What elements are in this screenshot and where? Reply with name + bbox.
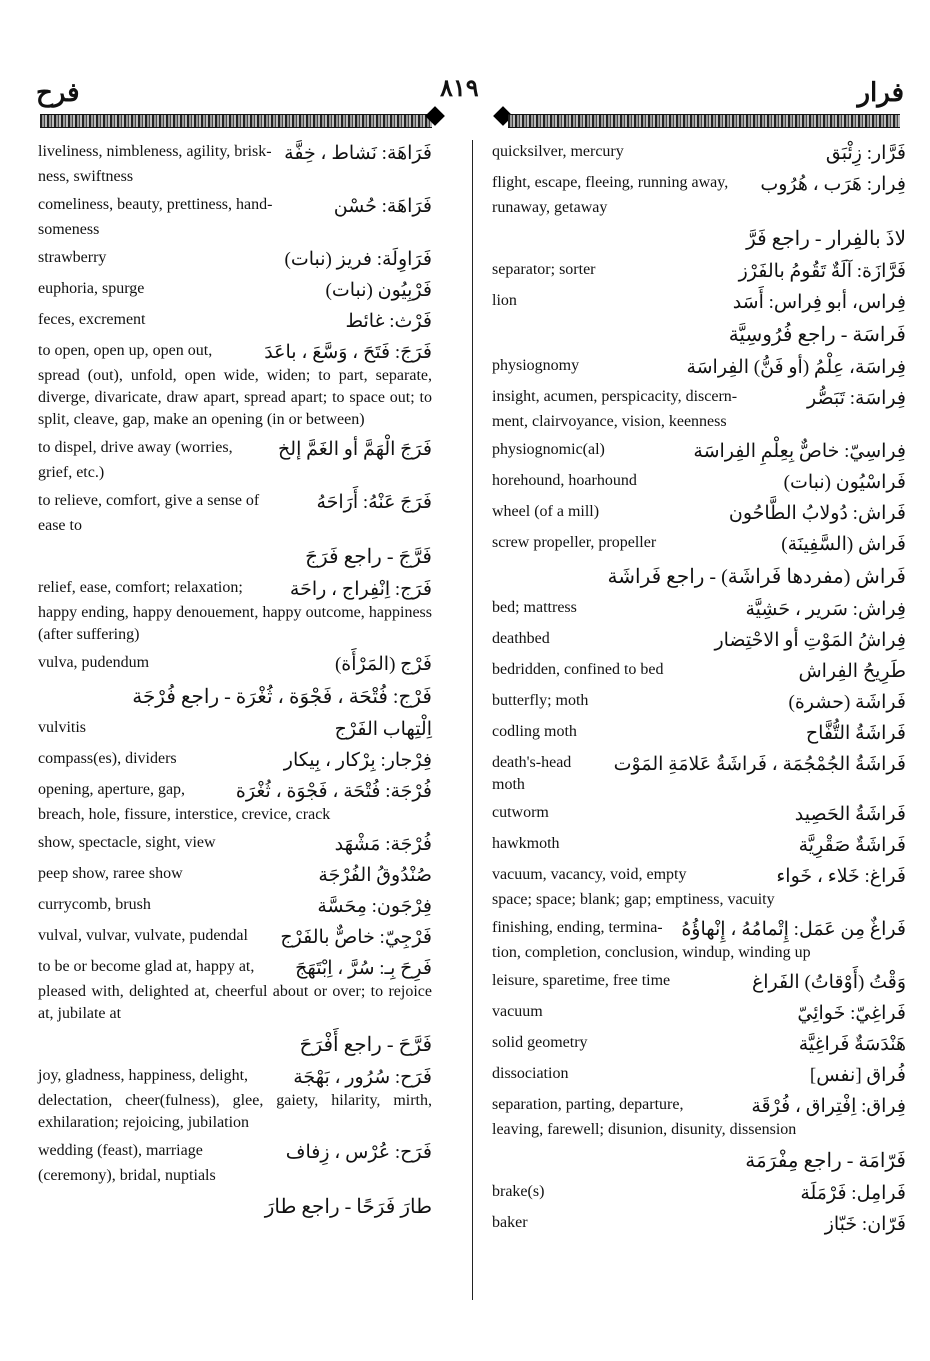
- english-gloss-continued: breach, hole, fissure, interstice, crevice, crack: [38, 806, 331, 823]
- header-rule-right: [508, 114, 900, 128]
- english-gloss: codling moth: [492, 723, 577, 740]
- arabic-headword: فِراشُ المَوْتِ أو الاحْتِضار: [714, 630, 906, 651]
- dictionary-entry: [492, 501, 906, 526]
- cross-reference: لاذَ بالفِرار - راجع فَرَّ: [746, 228, 906, 250]
- entry-first-line: [492, 386, 906, 411]
- dictionary-entry: [492, 970, 906, 995]
- english-gloss: euphoria, spurge: [38, 280, 145, 297]
- english-gloss: relief, ease, comfort; relaxation;: [38, 579, 243, 596]
- english-gloss: screw propeller, propeller: [492, 534, 657, 551]
- entry-first-line: [492, 917, 906, 942]
- dictionary-entry: [492, 532, 906, 557]
- english-gloss: bed; mattress: [492, 599, 577, 616]
- english-gloss: dissociation: [492, 1065, 569, 1082]
- arabic-headword: فَرَح: سُرُور ، بَهْجَة: [293, 1067, 432, 1088]
- dictionary-entry: [492, 141, 906, 166]
- dictionary-entry: [492, 355, 906, 380]
- entry-first-line: [492, 864, 906, 889]
- arabic-headword: فِراش: سَرير ، حَشِيَّة: [745, 599, 906, 620]
- arabic-headword: فِراسَة: تَبَصُّر: [807, 388, 906, 409]
- cross-reference: فَرّامَة - راجع مِفْرَمَة: [745, 1150, 906, 1172]
- entry-first-line: [38, 956, 432, 981]
- dictionary-entry: [492, 1094, 906, 1141]
- entry-first-line: [38, 894, 432, 919]
- english-gloss: physiognomic(al): [492, 441, 605, 458]
- dictionary-entry: [492, 172, 906, 219]
- entry-first-line: [492, 802, 906, 827]
- arabic-headword: فَراش: دُولابُ الطَّاحُون: [728, 503, 906, 524]
- english-gloss: butterfly; moth: [492, 692, 589, 709]
- english-gloss: wheel (of a mill): [492, 503, 600, 520]
- entry-first-line: [38, 1140, 432, 1165]
- entry-first-line: [38, 340, 432, 365]
- english-gloss: separator; sorter: [492, 261, 596, 278]
- page-number: ٨١٩: [440, 76, 479, 102]
- entry-first-line: [492, 597, 906, 622]
- dictionary-entry: [492, 1001, 906, 1026]
- entry-first-line: [38, 1065, 432, 1090]
- arabic-headword: فَراشَةُ الحَصِيد: [794, 804, 906, 825]
- dictionary-entry: [492, 752, 906, 796]
- english-gloss-continued: spread (out), unfold, open wide, widen; to part, separate, diverge, divaricate, draw apart, spread apart; to space out; to split, cleave, gap, make an opening (in or between): [38, 367, 432, 428]
- english-gloss: finishing, ending, termina-: [492, 919, 663, 936]
- cross-reference: فَراسَة - راجع فُرُوسِيَّة: [728, 324, 906, 346]
- english-gloss: joy, gladness, happiness, delight,: [38, 1067, 249, 1084]
- english-gloss: physiognomy: [492, 357, 580, 374]
- running-head-right: فرار: [857, 78, 904, 107]
- english-gloss-continued: leaving, farewell; disunion, disunity, dissension: [492, 1121, 797, 1138]
- entry-first-line: [38, 278, 432, 303]
- left-column: [38, 141, 432, 1227]
- dictionary-entry: [38, 1140, 432, 1187]
- english-gloss: peep show, raree show: [38, 865, 183, 882]
- arabic-headword: فَرِحَ بِـ: سُرَّ ، اِبْتَهَجَ: [295, 958, 432, 979]
- english-gloss: vulva, pudendum: [38, 654, 150, 671]
- english-gloss: to relieve, comfort, give a sense of: [38, 492, 260, 509]
- arabic-headword: وَقْتُ (أَوْقاتُ) الفَراغ: [751, 972, 906, 993]
- arabic-headword: فَراغ: خَلاء ، خَواء: [776, 866, 906, 887]
- dictionary-entry: [38, 490, 432, 537]
- arabic-headword: فِرْجَون: مِحَسَّة: [317, 896, 432, 917]
- dictionary-entry: [38, 717, 432, 742]
- dictionary-entry: [492, 802, 906, 827]
- english-gloss: feces, excrement: [38, 311, 146, 328]
- arabic-headword: فَرَّار: زِئْبَق: [825, 143, 906, 164]
- arabic-headword: فَرَاهَة: نَشاط ، خِفَّة: [284, 143, 432, 164]
- entry-first-line: [492, 970, 906, 995]
- arabic-headword: فَراشَة (حشرة): [788, 692, 906, 713]
- column-divider: [472, 140, 473, 1300]
- entry-first-line: [492, 355, 906, 380]
- dictionary-entry: [38, 652, 432, 677]
- english-gloss: show, spectacle, sight, view: [38, 834, 216, 851]
- arabic-headword: فُرْجَة: مَشْهَد: [334, 834, 432, 855]
- dictionary-entry: [492, 1181, 906, 1206]
- dictionary-entry: [38, 779, 432, 826]
- english-gloss: liveliness, nimbleness, agility, brisk-: [38, 143, 272, 160]
- english-gloss: solid geometry: [492, 1034, 588, 1051]
- arabic-headword: فِراس، أبو فِراس: أَسَد: [732, 292, 906, 313]
- dictionary-entry: [38, 863, 432, 888]
- cross-reference: فَرَّحَ - راجع أَفْرَحَ: [299, 1034, 432, 1056]
- entry-first-line: [492, 470, 906, 495]
- dictionary-entry: [492, 833, 906, 858]
- dictionary-entry: [492, 470, 906, 495]
- entry-first-line: [38, 437, 432, 462]
- english-gloss: vulval, vulvar, vulvate, pudendal: [38, 927, 248, 944]
- dictionary-entry: [492, 628, 906, 653]
- dictionary-entry: [38, 925, 432, 950]
- dictionary-entry: [492, 864, 906, 911]
- arabic-headword: فَراش (السَّفِينَة): [781, 534, 906, 555]
- dictionary-entry: [492, 1063, 906, 1088]
- dictionary-entry: [492, 659, 906, 684]
- english-gloss: vacuum, vacancy, void, empty: [492, 866, 687, 883]
- running-head-left: فرح: [36, 78, 80, 107]
- dictionary-entry: [492, 917, 906, 964]
- english-gloss: wedding (feast), marriage: [38, 1142, 203, 1159]
- arabic-headword: فَرَج: اِنْفِراج ، راحَة: [289, 579, 432, 600]
- english-gloss-continued: delectation, cheer(fulness), glee, gaiety, hilarity, mirth, exhilaration; rejoicing, jubilation: [38, 1092, 432, 1131]
- entry-first-line: [38, 652, 432, 677]
- entry-first-line: [38, 577, 432, 602]
- english-gloss: leisure, sparetime, free time: [492, 972, 671, 989]
- right-column: [492, 141, 906, 1243]
- entry-first-line: [38, 925, 432, 950]
- arabic-headword: فَرَاوِلَة: فريز (نبات): [284, 249, 432, 270]
- entry-first-line: [492, 628, 906, 653]
- english-gloss-continued: grief, etc.): [38, 464, 105, 481]
- arabic-headword: فَرَّازَة: آلَةٌ تَقُومُ بالفَرْز: [738, 261, 906, 282]
- dictionary-entry: [38, 247, 432, 272]
- cross-reference: طارَ فَرَحًا - راجع طارَ: [264, 1196, 432, 1218]
- arabic-headword: فَراغِيّ: خَوائِيّ: [797, 1003, 906, 1024]
- entry-first-line: [38, 141, 432, 166]
- english-gloss: deathbed: [492, 630, 550, 647]
- arabic-headword: فِرار: هَرَب ، هُرُوب: [760, 174, 906, 195]
- dictionary-entry: [38, 577, 432, 646]
- entry-first-line: [38, 863, 432, 888]
- cross-reference: فَراش (مفردها فَراشَة) - راجع فَراشَة: [607, 566, 906, 588]
- arabic-headword: فَرْث: غائط: [345, 311, 432, 332]
- arabic-headword: فَرْج (المَرْأَة): [334, 654, 432, 675]
- arabic-headword: فَرَاهَة: حُسْن: [333, 196, 432, 217]
- arabic-headword: فُراق [نفس]: [809, 1065, 906, 1086]
- english-gloss: to dispel, drive away (worries,: [38, 439, 233, 456]
- dictionary-entry: [492, 290, 906, 315]
- arabic-headword: فَراغٌ مِن عَمَل: إِتْمامُهُ ، إِنْهاؤُهُ: [681, 919, 906, 940]
- arabic-headword: فَراشَةٌ صَقْرِيَّة: [798, 835, 906, 856]
- dictionary-entry: [492, 386, 906, 433]
- english-gloss-continued: someness: [38, 221, 100, 238]
- english-gloss: baker: [492, 1214, 528, 1231]
- entry-first-line: [492, 290, 906, 315]
- entry-first-line: [492, 690, 906, 715]
- dictionary-entry: [38, 141, 432, 188]
- entry-first-line: [492, 721, 906, 746]
- dictionary-entry: [492, 259, 906, 284]
- dictionary-entry: [492, 721, 906, 746]
- dictionary-entry: [492, 597, 906, 622]
- english-gloss: hawkmoth: [492, 835, 560, 852]
- entry-first-line: [492, 1094, 906, 1119]
- entry-first-line: [38, 309, 432, 334]
- entry-first-line: [492, 1212, 906, 1237]
- arabic-headword: فِراسَة، عِلْمُ (أو فَنُّ) الفِراسَة: [686, 357, 906, 378]
- english-gloss: to open, open up, open out,: [38, 342, 213, 359]
- entry-first-line: [38, 490, 432, 515]
- entry-first-line: [38, 247, 432, 272]
- english-gloss-continued: ness, swiftness: [38, 168, 134, 185]
- entry-first-line: [38, 748, 432, 773]
- arabic-headword: فَرْبِيُون (نبات): [325, 280, 432, 301]
- english-gloss: opening, aperture, gap,: [38, 781, 186, 798]
- entry-first-line: [492, 141, 906, 166]
- entry-first-line: [492, 1001, 906, 1026]
- english-gloss-continued: ment, clairvoyance, vision, keenness: [492, 413, 727, 430]
- dictionary-entry: [38, 956, 432, 1025]
- english-gloss: lion: [492, 292, 517, 309]
- english-gloss: compass(es), dividers: [38, 750, 177, 767]
- english-gloss: currycomb, brush: [38, 896, 151, 913]
- entry-first-line: [492, 172, 906, 197]
- arabic-headword: طَرِيحُ الفِراش: [798, 661, 906, 682]
- entry-first-line: [492, 259, 906, 284]
- header-rule-left: [40, 114, 432, 128]
- dictionary-entry: [38, 894, 432, 919]
- dictionary-entry: [38, 748, 432, 773]
- english-gloss: to be or become glad at, happy at,: [38, 958, 255, 975]
- dictionary-entry: [492, 1032, 906, 1057]
- english-gloss: bedridden, confined to bed: [492, 661, 664, 678]
- arabic-headword: فَرْجِيّ: خاصٌّ بالفَرْج: [280, 927, 432, 948]
- dictionary-entry: [38, 340, 432, 431]
- english-gloss: horehound, hoarhound: [492, 472, 637, 489]
- entry-first-line: [492, 501, 906, 526]
- english-gloss: quicksilver, mercury: [492, 143, 624, 160]
- dictionary-entry: [492, 690, 906, 715]
- english-gloss-continued: runaway, getaway: [492, 199, 608, 216]
- dictionary-entry: [492, 439, 906, 464]
- arabic-headword: فُرْجَة: فُتْحَة ، فَجْوَة ، ثُغْرَة: [235, 781, 432, 802]
- arabic-headword: فَرّان: خَبّاز: [824, 1214, 906, 1235]
- english-gloss: brake(s): [492, 1183, 545, 1200]
- english-gloss: insight, acumen, perspicacity, discern-: [492, 388, 738, 405]
- arabic-headword: فَراشَةُ التُّفَّاح: [805, 723, 906, 744]
- arabic-headword: فِرْجار: بِرْكار ، بِيكار: [283, 750, 432, 771]
- dictionary-entry: [38, 278, 432, 303]
- arabic-headword: فَراشَةُ الجُمْجُمَة ، فَراشَةُ عَلامَةِ المَوْت: [613, 754, 906, 775]
- arabic-headword: فَراسْيُون (نبات): [783, 472, 906, 493]
- cross-reference: فَرْج: فُتْحَة ، فَجْوَة ، ثُغْرَة - راجع فُرْجَة: [132, 686, 432, 708]
- arabic-headword: فِراسِيّ: خاصٌّ بِعِلْمِ الفِراسَة: [693, 441, 906, 462]
- entry-first-line: [492, 532, 906, 557]
- entry-first-line: [492, 439, 906, 464]
- english-gloss: vacuum: [492, 1003, 543, 1020]
- english-gloss-continued: pleased with, delighted at, cheerful about or over; to rejoice at, jubilate at: [38, 983, 432, 1022]
- english-gloss: flight, escape, fleeing, running away,: [492, 174, 729, 191]
- cross-reference: فَرَّجَ - راجع فَرَجَ: [305, 546, 432, 568]
- arabic-headword: فَرامِل: فَرْمَلَة: [800, 1183, 906, 1204]
- dictionary-entry: [38, 1065, 432, 1134]
- entry-first-line: [492, 752, 906, 796]
- english-gloss: cutworm: [492, 804, 549, 821]
- arabic-headword: فَرَجَ عَنْهُ: أَرَاحَهُ: [316, 492, 432, 513]
- arabic-headword: فَرَجَ الْهَمَّ أو الغَمَّ إلخ: [278, 439, 432, 460]
- english-gloss: death's-head moth: [492, 754, 572, 793]
- arabic-headword: هَنْدَسَةٌ فَراغِيَّة: [798, 1034, 906, 1055]
- arabic-headword: فِراق: اِفْتِراق ، فُرْقَة: [751, 1096, 906, 1117]
- english-gloss: strawberry: [38, 249, 107, 266]
- entry-first-line: [492, 1032, 906, 1057]
- english-gloss: separation, parting, departure,: [492, 1096, 684, 1113]
- english-gloss-continued: happy ending, happy denouement, happy outcome, happiness (after suffering): [38, 604, 432, 643]
- dictionary-entry: [492, 1212, 906, 1237]
- english-gloss: comeliness, beauty, prettiness, hand-: [38, 196, 273, 213]
- entry-first-line: [492, 1181, 906, 1206]
- arabic-headword: فَرَجَ: فَتَحَ ، وَسَّعَ ، باعَدَ: [264, 342, 432, 363]
- arabic-headword: صُنْدُوقُ الفُرْجَة: [318, 865, 432, 886]
- entry-first-line: [492, 1063, 906, 1088]
- arabic-headword: فَرَح: عُرْس ، زِفاف: [285, 1142, 432, 1163]
- english-gloss-continued: ease to: [38, 517, 82, 534]
- entry-first-line: [38, 779, 432, 804]
- english-gloss-continued: space; space; blank; gap; emptiness, vacuity: [492, 891, 775, 908]
- entry-first-line: [492, 659, 906, 684]
- entry-first-line: [38, 832, 432, 857]
- entry-first-line: [38, 717, 432, 742]
- entry-first-line: [38, 194, 432, 219]
- dictionary-entry: [38, 437, 432, 484]
- arabic-headword: اِلْتِهاب الفَرْج: [334, 719, 432, 740]
- dictionary-entry: [38, 309, 432, 334]
- dictionary-entry: [38, 832, 432, 857]
- english-gloss: vulvitis: [38, 719, 87, 736]
- entry-first-line: [492, 833, 906, 858]
- dictionary-entry: [38, 194, 432, 241]
- english-gloss-continued: tion, completion, conclusion, windup, winding up: [492, 944, 811, 961]
- english-gloss-continued: (ceremony), bridal, nuptials: [38, 1167, 216, 1184]
